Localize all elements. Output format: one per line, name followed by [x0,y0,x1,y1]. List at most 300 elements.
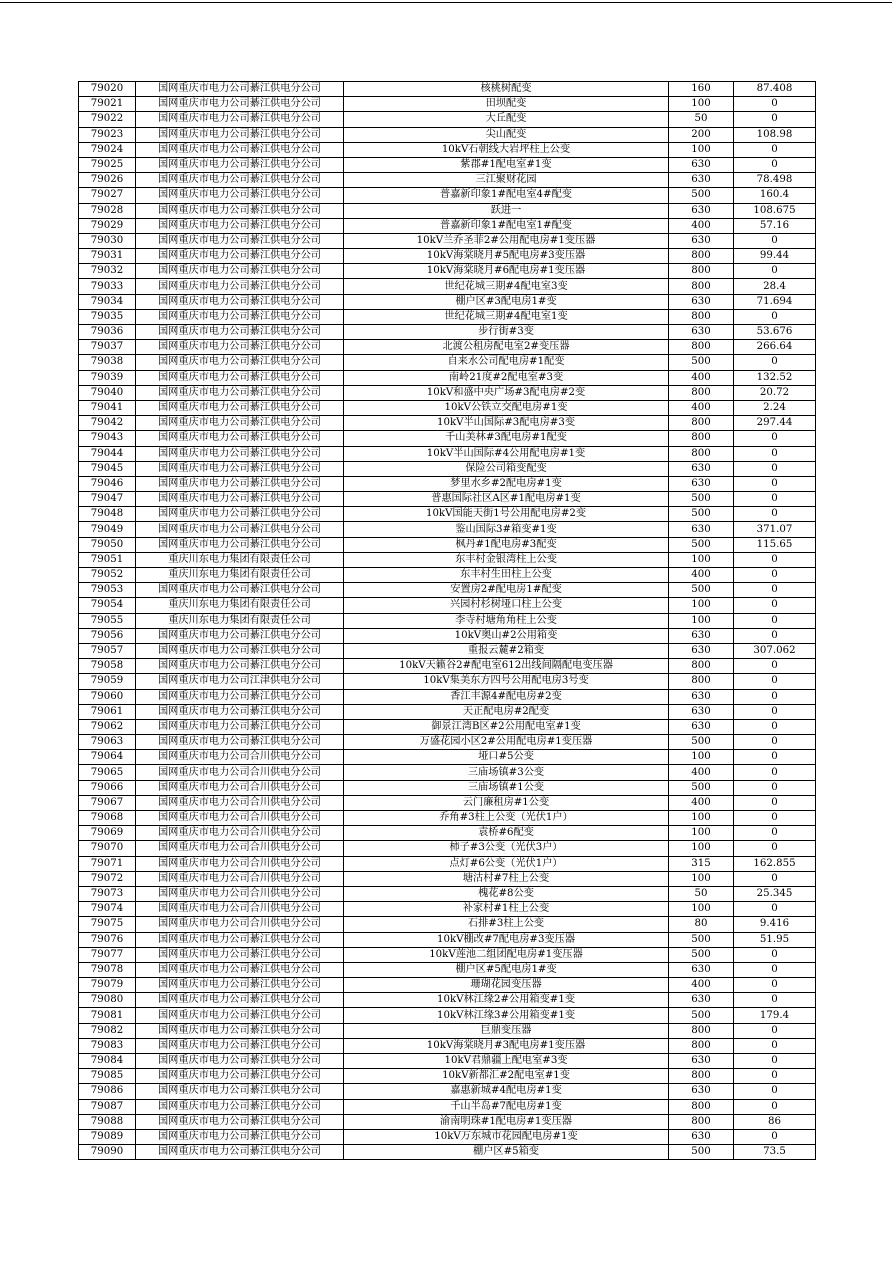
transformer-name-cell: 10kV集美东方四号公用配电房3号变 [344,674,669,689]
table-row [79,568,816,583]
transformer-name-cell: 北渡公租房配电室2#变压器 [344,340,669,355]
value-cell: 0 [734,264,816,279]
table-row [79,841,816,856]
row-id-cell: 79033 [79,279,136,294]
value-cell: 0 [734,309,816,324]
row-id-cell: 79069 [79,826,136,841]
table-row [79,218,816,233]
capacity-cell: 630 [669,1129,734,1144]
capacity-cell: 50 [669,886,734,901]
capacity-cell: 800 [669,1023,734,1038]
table-row [79,886,816,901]
company-cell: 国网重庆市电力公司綦江供电分公司 [136,461,344,476]
value-cell: 0 [734,1038,816,1053]
transformer-name-cell: 世纪花城三期#4配电室1变 [344,309,669,324]
capacity-cell: 50 [669,112,734,127]
company-cell: 国网重庆市电力公司合川供电分公司 [136,856,344,871]
row-id-cell: 79042 [79,416,136,431]
transformer-name-cell: 天正配电房#2配变 [344,704,669,719]
capacity-cell: 630 [669,993,734,1008]
row-id-cell: 79032 [79,264,136,279]
value-cell: 371.07 [734,522,816,537]
row-id-cell: 79048 [79,507,136,522]
row-id-cell: 79073 [79,886,136,901]
value-cell: 99.44 [734,249,816,264]
value-cell: 51.95 [734,932,816,947]
company-cell: 国网重庆市电力公司綦江供电分公司 [136,704,344,719]
capacity-cell: 800 [669,249,734,264]
table-row [79,1084,816,1099]
row-id-cell: 79090 [79,1145,136,1160]
value-cell: 0 [734,841,816,856]
value-cell: 28.4 [734,279,816,294]
capacity-cell: 800 [669,674,734,689]
value-cell: 0 [734,704,816,719]
row-id-cell: 79046 [79,476,136,491]
company-cell: 重庆川东电力集团有限责任公司 [136,613,344,628]
capacity-cell: 630 [669,628,734,643]
transformer-name-cell: 10kV和盛中央广场#3配电房#2变 [344,385,669,400]
table-row [79,97,816,112]
transformer-name-cell: 10kV林江缘3#公用箱变#1变 [344,1008,669,1023]
capacity-cell: 800 [669,1069,734,1084]
table-row [79,249,816,264]
transformer-name-cell: 田坝配变 [344,97,669,112]
capacity-cell: 500 [669,355,734,370]
capacity-cell: 630 [669,476,734,491]
transformer-name-cell: 御景江湾B区#2公用配电室#1变 [344,719,669,734]
table-row [79,173,816,188]
value-cell: 87.408 [734,82,816,97]
company-cell: 国网重庆市电力公司綦江供电分公司 [136,1114,344,1129]
capacity-cell: 400 [669,218,734,233]
transformer-name-cell: 普惠国际社区A区#1配电房#1变 [344,492,669,507]
value-cell: 0 [734,598,816,613]
capacity-cell: 630 [669,1054,734,1069]
row-id-cell: 79044 [79,446,136,461]
transformer-name-cell: 嘉惠新城#4配电房#1变 [344,1084,669,1099]
table-row [79,370,816,385]
row-id-cell: 79038 [79,355,136,370]
company-cell: 国网重庆市电力公司綦江供电分公司 [136,1023,344,1038]
transformer-name-cell: 10kV兰乔圣菲2#公用配电房#1变压器 [344,233,669,248]
company-cell: 国网重庆市电力公司綦江供电分公司 [136,249,344,264]
transformer-name-cell: 东丰村生田柱上公变 [344,568,669,583]
table-row [79,674,816,689]
transformer-name-cell: 棚户区#5箱变 [344,1145,669,1160]
transformer-name-cell: 梦里水乡#2配电房#1变 [344,476,669,491]
row-id-cell: 79083 [79,1038,136,1053]
row-id-cell: 79041 [79,400,136,415]
table-row [79,446,816,461]
value-cell: 0 [734,1023,816,1038]
company-cell: 重庆川东电力集团有限责任公司 [136,552,344,567]
company-cell: 国网重庆市电力公司綦江供电分公司 [136,583,344,598]
table-row [79,978,816,993]
table-row [79,628,816,643]
company-cell: 国网重庆市电力公司綦江供电分公司 [136,264,344,279]
value-cell: 0 [734,446,816,461]
value-cell: 73.5 [734,1145,816,1160]
row-id-cell: 79054 [79,598,136,613]
value-cell: 0 [734,719,816,734]
value-cell: 179.4 [734,1008,816,1023]
company-cell: 国网重庆市电力公司綦江供电分公司 [136,735,344,750]
company-cell: 国网重庆市电力公司綦江供电分公司 [136,370,344,385]
capacity-cell: 80 [669,917,734,932]
company-cell: 国网重庆市电力公司綦江供电分公司 [136,1008,344,1023]
company-cell: 国网重庆市电力公司綦江供电分公司 [136,1038,344,1053]
value-cell: 0 [734,1084,816,1099]
row-id-cell: 79075 [79,917,136,932]
value-cell: 0 [734,826,816,841]
transformer-table [78,81,816,1160]
capacity-cell: 800 [669,385,734,400]
company-cell: 国网重庆市电力公司江津供电分公司 [136,674,344,689]
company-cell: 国网重庆市电力公司綦江供电分公司 [136,82,344,97]
capacity-cell: 800 [669,1038,734,1053]
table-row [79,355,816,370]
transformer-name-cell: 10kV海棠晓月#5配电房#3变压器 [344,249,669,264]
table-row [79,1129,816,1144]
table-row [79,902,816,917]
transformer-name-cell: 渝南明珠#1配电房#1变压器 [344,1114,669,1129]
capacity-cell: 630 [669,962,734,977]
transformer-name-cell: 世纪花城三期#4配电室3变 [344,279,669,294]
transformer-name-cell: 三江聚财花园 [344,173,669,188]
row-id-cell: 79045 [79,461,136,476]
transformer-name-cell: 云门廉租房#1公变 [344,795,669,810]
transformer-name-cell: 尖山配变 [344,127,669,142]
row-id-cell: 79078 [79,962,136,977]
transformer-name-cell: 千山半岛#7配电房#1变 [344,1099,669,1114]
table-row [79,1023,816,1038]
row-id-cell: 79059 [79,674,136,689]
capacity-cell: 100 [669,902,734,917]
company-cell: 国网重庆市电力公司綦江供电分公司 [136,978,344,993]
transformer-name-cell: 10kV半山国际#3配电房#3变 [344,416,669,431]
row-id-cell: 79026 [79,173,136,188]
table-row [79,1099,816,1114]
table-row [79,932,816,947]
table-row [79,385,816,400]
company-cell: 国网重庆市电力公司綦江供电分公司 [136,218,344,233]
capacity-cell: 500 [669,735,734,750]
capacity-cell: 630 [669,203,734,218]
value-cell: 0 [734,902,816,917]
table-row [79,309,816,324]
table-row [79,188,816,203]
row-id-cell: 79064 [79,750,136,765]
company-cell: 国网重庆市电力公司綦江供电分公司 [136,157,344,172]
value-cell: 9.416 [734,917,816,932]
company-cell: 国网重庆市电力公司綦江供电分公司 [136,507,344,522]
company-cell: 国网重庆市电力公司合川供电分公司 [136,780,344,795]
value-cell: 297.44 [734,416,816,431]
company-cell: 国网重庆市电力公司綦江供电分公司 [136,522,344,537]
table-row [79,613,816,628]
table-row [79,826,816,841]
company-cell: 国网重庆市电力公司綦江供电分公司 [136,1099,344,1114]
table-row [79,719,816,734]
company-cell: 国网重庆市电力公司合川供电分公司 [136,871,344,886]
capacity-cell: 800 [669,1114,734,1129]
row-id-cell: 79022 [79,112,136,127]
capacity-cell: 800 [669,416,734,431]
table-row [79,416,816,431]
value-cell: 0 [734,507,816,522]
row-id-cell: 79036 [79,325,136,340]
company-cell: 国网重庆市电力公司綦江供电分公司 [136,962,344,977]
transformer-name-cell: 垭口#5公变 [344,750,669,765]
transformer-name-cell: 三庙场镇#3公变 [344,765,669,780]
row-id-cell: 79031 [79,249,136,264]
table-row [79,735,816,750]
transformer-name-cell: 点灯#6公变（光伏1户） [344,856,669,871]
row-id-cell: 79085 [79,1069,136,1084]
table-row [79,492,816,507]
company-cell: 国网重庆市电力公司合川供电分公司 [136,795,344,810]
capacity-cell: 630 [669,294,734,309]
transformer-name-cell: 李寺村塘角角柱上公变 [344,613,669,628]
value-cell: 0 [734,947,816,962]
row-id-cell: 79067 [79,795,136,810]
row-id-cell: 79061 [79,704,136,719]
table-row [79,1038,816,1053]
company-cell: 国网重庆市电力公司合川供电分公司 [136,750,344,765]
transformer-name-cell: 万盛花园小区2#公用配电房#1变压器 [344,735,669,750]
transformer-name-cell: 普嘉新印象1#配电室4#配变 [344,188,669,203]
company-cell: 国网重庆市电力公司綦江供电分公司 [136,993,344,1008]
company-cell: 国网重庆市电力公司合川供电分公司 [136,826,344,841]
table-row [79,659,816,674]
table-row [79,82,816,97]
row-id-cell: 79082 [79,1023,136,1038]
transformer-name-cell: 东丰村金银湾柱上公变 [344,552,669,567]
transformer-name-cell: 塘沽村#7柱上公变 [344,871,669,886]
transformer-name-cell: 兴园村杉树垭口柱上公变 [344,598,669,613]
company-cell: 国网重庆市电力公司綦江供电分公司 [136,1069,344,1084]
table-row [79,947,816,962]
capacity-cell: 400 [669,400,734,415]
transformer-name-cell: 步行街#3变 [344,325,669,340]
company-cell: 国网重庆市电力公司綦江供电分公司 [136,112,344,127]
transformer-name-cell: 10kV国能天街1号公用配电房#2变 [344,507,669,522]
capacity-cell: 630 [669,643,734,658]
value-cell: 0 [734,871,816,886]
value-cell: 0 [734,552,816,567]
value-cell: 0 [734,1054,816,1069]
transformer-name-cell: 普嘉新印象1#配电室1#配变 [344,218,669,233]
page-top-border [0,2,892,3]
table-row [79,522,816,537]
value-cell: 266.64 [734,340,816,355]
company-cell: 国网重庆市电力公司合川供电分公司 [136,811,344,826]
company-cell: 重庆川东电力集团有限责任公司 [136,598,344,613]
table-row [79,127,816,142]
transformer-name-cell: 10kV新都汇#2配电室#1变 [344,1069,669,1084]
table-row [79,795,816,810]
transformer-name-cell: 棚户区#3配电房1#变 [344,294,669,309]
value-cell: 132.52 [734,370,816,385]
row-id-cell: 79071 [79,856,136,871]
table-row [79,871,816,886]
row-id-cell: 79062 [79,719,136,734]
row-id-cell: 79043 [79,431,136,446]
table-row [79,552,816,567]
value-cell: 0 [734,978,816,993]
company-cell: 国网重庆市电力公司綦江供电分公司 [136,719,344,734]
value-cell: 0 [734,112,816,127]
value-cell: 86 [734,1114,816,1129]
company-cell: 国网重庆市电力公司綦江供电分公司 [136,1054,344,1069]
company-cell: 国网重庆市电力公司綦江供电分公司 [136,492,344,507]
company-cell: 国网重庆市电力公司綦江供电分公司 [136,1129,344,1144]
capacity-cell: 800 [669,431,734,446]
value-cell: 0 [734,157,816,172]
table-row [79,856,816,871]
company-cell: 国网重庆市电力公司綦江供电分公司 [136,279,344,294]
row-id-cell: 79027 [79,188,136,203]
row-id-cell: 79074 [79,902,136,917]
value-cell: 0 [734,97,816,112]
capacity-cell: 630 [669,233,734,248]
transformer-name-cell: 核桃树配变 [344,82,669,97]
capacity-cell: 500 [669,507,734,522]
table-row [79,1054,816,1069]
company-cell: 国网重庆市电力公司合川供电分公司 [136,902,344,917]
transformer-name-cell: 乔角#3柱上公变（光伏1户） [344,811,669,826]
row-id-cell: 79055 [79,613,136,628]
table-row [79,780,816,795]
company-cell: 国网重庆市电力公司綦江供电分公司 [136,340,344,355]
value-cell: 53.676 [734,325,816,340]
transformer-name-cell: 枫丹#1配电房#3配变 [344,537,669,552]
company-cell: 国网重庆市电力公司綦江供电分公司 [136,233,344,248]
transformer-name-cell: 鉴山国际3#箱变#1变 [344,522,669,537]
row-id-cell: 79087 [79,1099,136,1114]
transformer-name-cell: 南岭21度#2配电室#3变 [344,370,669,385]
company-cell: 国网重庆市电力公司綦江供电分公司 [136,188,344,203]
table-row [79,431,816,446]
company-cell: 国网重庆市电力公司綦江供电分公司 [136,537,344,552]
value-cell: 0 [734,613,816,628]
value-cell: 0 [734,476,816,491]
value-cell: 0 [734,461,816,476]
transformer-name-cell: 棚户区#5配电房1#变 [344,962,669,977]
transformer-name-cell: 10kV莲池二组团配电房#1变压器 [344,947,669,962]
row-id-cell: 79049 [79,522,136,537]
capacity-cell: 400 [669,765,734,780]
row-id-cell: 79023 [79,127,136,142]
row-id-cell: 79081 [79,1008,136,1023]
value-cell: 0 [734,233,816,248]
row-id-cell: 79079 [79,978,136,993]
capacity-cell: 500 [669,932,734,947]
table-row [79,325,816,340]
value-cell: 160.4 [734,188,816,203]
transformer-name-cell: 柿子#3公变（光伏3户） [344,841,669,856]
company-cell: 重庆川东电力集团有限责任公司 [136,568,344,583]
capacity-cell: 630 [669,522,734,537]
company-cell: 国网重庆市电力公司綦江供电分公司 [136,127,344,142]
company-cell: 国网重庆市电力公司綦江供电分公司 [136,431,344,446]
row-id-cell: 79039 [79,370,136,385]
transformer-name-cell: 10kV公铁立交配电房#1变 [344,400,669,415]
table-row [79,689,816,704]
row-id-cell: 79076 [79,932,136,947]
capacity-cell: 630 [669,719,734,734]
row-id-cell: 79030 [79,233,136,248]
row-id-cell: 79068 [79,811,136,826]
table-row [79,294,816,309]
capacity-cell: 160 [669,82,734,97]
value-cell: 0 [734,431,816,446]
transformer-name-cell: 袁桥#6配变 [344,826,669,841]
transformer-name-cell: 香江丰源4#配电房#2变 [344,689,669,704]
capacity-cell: 800 [669,340,734,355]
value-cell: 307.062 [734,643,816,658]
row-id-cell: 79034 [79,294,136,309]
transformer-name-cell: 10kV万东城市花园配电房#1变 [344,1129,669,1144]
company-cell: 国网重庆市电力公司綦江供电分公司 [136,325,344,340]
company-cell: 国网重庆市电力公司綦江供电分公司 [136,628,344,643]
value-cell: 0 [734,765,816,780]
transformer-name-cell: 补家村#1柱上公变 [344,902,669,917]
transformer-name-cell: 10kV林江缘2#公用箱变#1变 [344,993,669,1008]
table-row [79,704,816,719]
row-id-cell: 79088 [79,1114,136,1129]
transformer-name-cell: 珊瑚花园变压器 [344,978,669,993]
company-cell: 国网重庆市电力公司綦江供电分公司 [136,309,344,324]
capacity-cell: 630 [669,461,734,476]
value-cell: 0 [734,811,816,826]
value-cell: 0 [734,142,816,157]
capacity-cell: 630 [669,689,734,704]
value-cell: 71.694 [734,294,816,309]
company-cell: 国网重庆市电力公司綦江供电分公司 [136,294,344,309]
company-cell: 国网重庆市电力公司綦江供电分公司 [136,947,344,962]
table-row [79,962,816,977]
row-id-cell: 79021 [79,97,136,112]
row-id-cell: 79051 [79,552,136,567]
transformer-name-cell: 紫郡#1配电室#1变 [344,157,669,172]
capacity-cell: 800 [669,446,734,461]
company-cell: 国网重庆市电力公司綦江供电分公司 [136,446,344,461]
company-cell: 国网重庆市电力公司綦江供电分公司 [136,689,344,704]
transformer-name-cell: 10kV石朝线大岩坪柱上公变 [344,142,669,157]
capacity-cell: 500 [669,492,734,507]
row-id-cell: 79020 [79,82,136,97]
row-id-cell: 79060 [79,689,136,704]
row-id-cell: 79070 [79,841,136,856]
capacity-cell: 630 [669,704,734,719]
value-cell: 0 [734,993,816,1008]
capacity-cell: 100 [669,750,734,765]
transformer-name-cell: 10kV棚改#7配电房#3变压器 [344,932,669,947]
table-row [79,203,816,218]
transformer-name-cell: 10kV天籁谷2#配电室612出线间隔配电变压器 [344,659,669,674]
value-cell: 20.72 [734,385,816,400]
value-cell: 0 [734,689,816,704]
company-cell: 国网重庆市电力公司綦江供电分公司 [136,643,344,658]
capacity-cell: 400 [669,978,734,993]
capacity-cell: 500 [669,583,734,598]
table-row [79,811,816,826]
value-cell: 108.675 [734,203,816,218]
capacity-cell: 100 [669,598,734,613]
row-id-cell: 79037 [79,340,136,355]
